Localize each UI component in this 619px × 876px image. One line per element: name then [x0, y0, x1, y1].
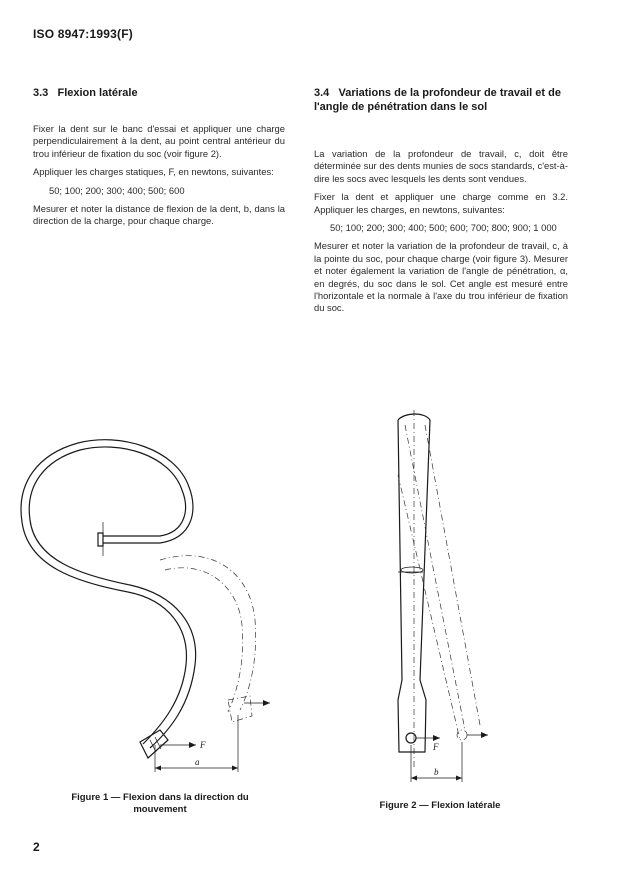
load-list: 50; 100; 200; 300; 400; 500; 600; 700; 800; 900; 1 000	[330, 222, 557, 234]
section-title: Variations de la profondeur de travail et de l'angle de pénétration dans le sol	[314, 87, 561, 113]
tine-edge	[420, 420, 430, 680]
arrowhead	[433, 735, 440, 741]
paragraph: La variation de la profondeur de travail, c, doit être déterminée sur des dents munies de socs standards, c'est-à-dire les socs avec lesquels les dents sont vendues.	[314, 148, 568, 184]
paragraph: Fixer la dent et appliquer une charge comme en 3.2. Appliquer les charges, en newtons, suivantes:	[314, 191, 568, 215]
fixing-hole	[406, 733, 416, 743]
label-F: F	[433, 742, 439, 752]
load-list: 50; 100; 200; 300; 400; 500; 600	[49, 184, 185, 196]
paragraph: Appliquer les charges statiques, F, en newtons, suivantes:	[33, 166, 274, 178]
section-number: 3.4	[314, 87, 330, 99]
arrowhead	[481, 732, 488, 738]
label-b: b	[434, 767, 439, 777]
arrowhead	[456, 776, 462, 781]
figure-1-caption	[40, 792, 280, 816]
deflected-tine	[398, 475, 460, 740]
paragraph: Mesurer et noter la distance de flexion de la dent, b, dans la direction de la charge, pour chaque charge.	[33, 203, 285, 227]
share-shank	[398, 680, 426, 752]
paragraph: Mesurer et noter la variation de la profondeur de travail, c, à la pointe du soc, pour chaque charge (voir figure 3). Mesurer et noter également la variation de l'angle de pénétration, α, en degrés, du soc dans le sol. Cet angle est mesuré entre l'horizontale et la normale à l'axe du trou inférieur de fixation du soc.	[314, 240, 568, 314]
section-title: Flexion latérale	[57, 87, 138, 99]
arrowhead	[411, 776, 417, 781]
label-F: F	[200, 740, 206, 750]
label-a: a	[195, 757, 200, 767]
document-header: ISO 8947:1993(F)	[33, 27, 133, 41]
caption-line: mouvement	[133, 804, 187, 815]
page-number: 2	[33, 840, 40, 854]
tine-edge	[398, 420, 402, 680]
caption-line: Figure 1 — Flexion dans la direction du	[71, 792, 249, 803]
paragraph: Fixer la dent sur le banc d'essai et appliquer une charge perpendiculairement à la dent, au point central antérieur du trou inférieur de fixation du soc (voir figure 2).	[33, 123, 285, 159]
deflected-hole	[457, 730, 467, 740]
section-number: 3.3	[33, 87, 49, 99]
deflected-tine	[425, 425, 480, 725]
figure-2-caption: Figure 2 — Flexion latérale	[379, 800, 501, 811]
